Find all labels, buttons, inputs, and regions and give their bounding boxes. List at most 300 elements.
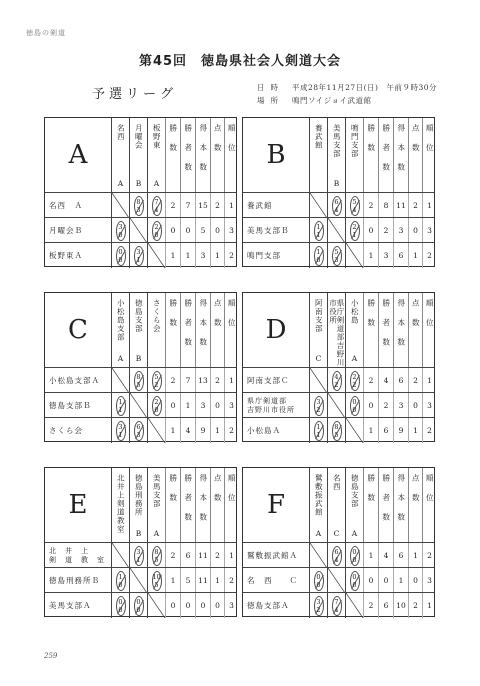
diagonal-line — [328, 218, 345, 243]
team-column-header — [129, 468, 147, 542]
score-top: 6 — [136, 422, 141, 431]
score-bottom: 1 — [136, 255, 141, 264]
stat-cell: 4 — [378, 543, 393, 568]
stat-cell: 4 — [378, 368, 393, 393]
score-bottom: 4 — [334, 605, 339, 614]
match-score-cell — [327, 418, 345, 443]
stat-column-header — [363, 118, 378, 192]
stat-cell: 2 — [408, 368, 422, 393]
diagonal-line — [310, 368, 327, 393]
team-header-code: B — [135, 179, 142, 188]
self-match-cell — [129, 218, 147, 243]
team-name — [243, 193, 309, 218]
stat-cell: 3 — [393, 393, 408, 418]
stat-column-header — [408, 118, 422, 192]
team-header-name: 阿南支部 — [314, 299, 324, 333]
score-top: 0 — [316, 572, 321, 581]
stat-cell: 1 — [408, 543, 422, 568]
score-top: 2 — [154, 397, 159, 406]
team-row — [243, 567, 434, 592]
score-top: 2 — [352, 372, 357, 381]
stat-column-header — [393, 293, 408, 367]
score-top: 8 — [154, 547, 159, 556]
team-name — [243, 368, 309, 393]
match-score-cell — [345, 193, 363, 218]
group-letter: A — [68, 140, 88, 170]
score-bottom: 3 — [136, 205, 141, 214]
stat-cell: 1 — [224, 543, 238, 568]
team-row — [243, 542, 434, 567]
stat-cell: 13 — [195, 368, 210, 393]
diagonal-line — [310, 543, 327, 568]
team-name-line: 県庁剣道部 — [247, 396, 287, 405]
stat-cell: 2 — [210, 193, 224, 218]
stat-cell: 8 — [378, 193, 393, 218]
score-top: 0 — [118, 247, 123, 256]
stat-cell: 2 — [363, 368, 378, 393]
stat-column-header — [408, 293, 422, 367]
match-score-cell — [309, 418, 327, 443]
match-score-cell — [147, 393, 165, 418]
panel-header — [45, 293, 236, 367]
score-bottom: 1 — [316, 230, 321, 239]
stat-cell: 2 — [378, 218, 393, 243]
stat-column-header — [422, 293, 436, 367]
diagonal-line — [130, 568, 147, 593]
team-header-name: 徳島刑務所 — [134, 474, 144, 517]
team-row — [45, 392, 236, 417]
team-name — [243, 568, 309, 593]
team-row — [243, 192, 434, 217]
stat-cell: 3 — [224, 218, 238, 243]
score-top: 2 — [154, 222, 159, 231]
team-name-line: さくら会 — [49, 426, 83, 435]
match-score — [134, 246, 144, 266]
stat-cell: 1 — [363, 418, 378, 443]
stat-cell: 1 — [180, 393, 195, 418]
team-name — [243, 243, 309, 268]
score-top: 0 — [136, 597, 141, 606]
match-score — [314, 421, 324, 441]
stat-cell: 2 — [210, 368, 224, 393]
score-top: 1 — [118, 397, 123, 406]
league-panel-e — [44, 467, 237, 617]
stat-header-label: 点数 — [213, 474, 223, 513]
stat-cell: 3 — [224, 393, 238, 418]
team-row — [45, 567, 236, 592]
match-score-cell — [345, 368, 363, 393]
team-row — [243, 217, 434, 242]
score-bottom: 0 — [352, 580, 357, 589]
stat-header-label: 順位 — [227, 474, 237, 513]
score-bottom: 0 — [118, 255, 123, 264]
stat-cell: 3 — [422, 568, 436, 593]
diagonal-line — [130, 218, 147, 243]
stat-cell: 0 — [210, 593, 224, 618]
stat-column-header — [378, 118, 393, 192]
stat-column-header — [180, 468, 195, 542]
match-score-cell — [327, 593, 345, 618]
league-panel-b — [242, 117, 435, 267]
panel-header — [45, 468, 236, 542]
stat-cell: 1 — [165, 243, 180, 268]
match-score-cell — [129, 243, 147, 268]
match-score-cell — [309, 593, 327, 618]
stat-cell: 0 — [363, 393, 378, 418]
score-top: 6 — [334, 547, 339, 556]
score-bottom: 2 — [316, 605, 321, 614]
score-bottom: 1 — [316, 430, 321, 439]
self-match-cell — [309, 193, 327, 218]
date-value: 平成28年11月27日(日) 午前９時30分 — [292, 83, 438, 92]
score-bottom: 2 — [316, 405, 321, 414]
stat-cell: 0 — [195, 593, 210, 618]
team-name-line: 北 井 上 — [49, 546, 89, 555]
stat-cell: 3 — [195, 243, 210, 268]
team-header-name: 月曜会 — [134, 124, 144, 150]
diagonal-line — [346, 418, 363, 443]
score-top: 0 — [118, 597, 123, 606]
page-number: 259 — [44, 652, 58, 660]
match-score — [350, 571, 360, 591]
score-top: 6 — [334, 197, 339, 206]
match-score — [314, 246, 324, 266]
team-header-code: A — [117, 179, 124, 188]
match-score-cell — [327, 193, 345, 218]
match-score — [134, 596, 144, 616]
team-header-name: 美馬支部 — [152, 474, 162, 508]
team-column-header — [345, 293, 363, 367]
self-match-cell — [327, 218, 345, 243]
score-top: 3 — [136, 547, 141, 556]
team-name — [45, 418, 111, 443]
team-name-line: 名西 Ａ — [49, 201, 83, 210]
stat-header-label: 点数 — [213, 124, 223, 163]
team-name-line: 鳴門支部 — [247, 251, 281, 260]
team-row — [45, 242, 236, 267]
team-name-line: 月曜会Ｂ — [49, 226, 83, 235]
team-name — [243, 218, 309, 243]
stat-header-label: 順位 — [425, 474, 435, 513]
stat-cell: 0 — [408, 393, 422, 418]
stat-header-label: 得本数 — [198, 474, 208, 533]
stat-cell: 0 — [408, 568, 422, 593]
team-row — [45, 367, 236, 392]
stat-cell: 2 — [378, 393, 393, 418]
team-column-header — [309, 118, 327, 192]
team-name-line: 美馬支部Ｂ — [247, 226, 290, 235]
team-column-header — [111, 468, 129, 542]
team-column-header — [111, 293, 129, 367]
match-score — [134, 371, 144, 391]
team-name-line: 阿南支部Ｃ — [247, 376, 290, 385]
score-top: 1 — [316, 222, 321, 231]
team-name-line: 徳島支部Ｂ — [49, 401, 92, 410]
stat-cell: 9 — [195, 418, 210, 443]
team-name-line: 小松島支部Ａ — [49, 376, 100, 385]
match-score — [134, 546, 144, 566]
match-score — [152, 371, 162, 391]
stat-column-header — [224, 468, 238, 542]
match-score — [152, 196, 162, 216]
team-header-code: A — [153, 529, 160, 538]
score-top: 7 — [154, 197, 159, 206]
match-score-cell — [309, 568, 327, 593]
team-name — [45, 568, 111, 593]
panel-header — [243, 118, 434, 192]
league-panel-a — [44, 117, 237, 267]
score-bottom: 1 — [118, 430, 123, 439]
score-bottom: 2 — [352, 380, 357, 389]
stat-cell: 1 — [180, 243, 195, 268]
stat-cell: 11 — [195, 543, 210, 568]
team-name-line: 養武館 — [247, 201, 273, 210]
stat-column-header — [422, 468, 436, 542]
score-bottom: 2 — [154, 380, 159, 389]
stat-column-header — [165, 293, 180, 367]
score-top: 5 — [154, 372, 159, 381]
team-header-code: C — [333, 529, 340, 538]
score-bottom: 3 — [136, 430, 141, 439]
diagonal-line — [130, 393, 147, 418]
team-column-header — [327, 468, 345, 542]
stat-cell: 2 — [363, 593, 378, 618]
score-top: 10 — [152, 572, 161, 581]
panel-header — [243, 468, 434, 542]
stat-column-header — [393, 468, 408, 542]
team-header-name: 名西 — [332, 474, 342, 491]
stat-cell: 2 — [165, 368, 180, 393]
team-header-code: A — [153, 179, 160, 188]
diagonal-line — [346, 243, 363, 268]
stat-cell: 0 — [378, 568, 393, 593]
stat-cell: 3 — [393, 218, 408, 243]
score-top: 8 — [136, 372, 141, 381]
score-top: 3 — [118, 422, 123, 431]
stat-header-label: 点数 — [411, 124, 421, 163]
team-row — [45, 217, 236, 242]
stat-header-label: 勝者数 — [183, 124, 193, 183]
stat-header-label: 勝数 — [366, 124, 376, 163]
score-bottom: 0 — [316, 255, 321, 264]
score-bottom: 0 — [136, 605, 141, 614]
team-header-name: 徳島支部 — [134, 299, 144, 333]
diagonal-line — [148, 243, 165, 268]
score-bottom: 5 — [136, 380, 141, 389]
stat-cell: 5 — [195, 218, 210, 243]
team-row — [45, 542, 236, 567]
score-top: 7 — [334, 597, 339, 606]
score-bottom: 4 — [334, 555, 339, 564]
stat-cell: 1 — [210, 568, 224, 593]
self-match-cell — [147, 418, 165, 443]
stat-cell: 15 — [195, 193, 210, 218]
team-header-code: B — [135, 529, 142, 538]
match-score — [116, 571, 126, 591]
team-name — [45, 393, 111, 418]
match-score — [314, 396, 324, 416]
team-name — [45, 193, 111, 218]
stat-cell: 6 — [378, 418, 393, 443]
stat-column-header — [180, 118, 195, 192]
stat-cell: 1 — [393, 568, 408, 593]
team-row — [243, 592, 434, 617]
team-name — [45, 218, 111, 243]
self-match-cell — [147, 243, 165, 268]
score-top: 3 — [316, 597, 321, 606]
stat-cell: 0 — [165, 218, 180, 243]
league-panel-d — [242, 292, 435, 442]
score-top: 8 — [334, 422, 339, 431]
score-bottom: 0 — [352, 405, 357, 414]
match-score — [116, 596, 126, 616]
stat-header-label: 点数 — [411, 299, 421, 338]
diagonal-line — [148, 593, 165, 618]
stat-cell: 1 — [422, 593, 436, 618]
stat-cell: 2 — [165, 543, 180, 568]
stat-header-label: 勝者数 — [183, 299, 193, 358]
score-bottom: 1 — [118, 405, 123, 414]
stat-cell: 0 — [408, 218, 422, 243]
score-bottom: 3 — [334, 255, 339, 264]
diagonal-line — [148, 418, 165, 443]
stat-column-header — [363, 293, 378, 367]
stat-cell: 9 — [393, 418, 408, 443]
self-match-cell — [111, 543, 129, 568]
venue-label: 場所 — [257, 96, 284, 105]
stat-header-label: 勝者数 — [183, 474, 193, 533]
match-score-cell — [345, 393, 363, 418]
team-header-name: さくら会 — [152, 299, 162, 333]
team-name — [45, 543, 111, 568]
score-bottom: 1 — [352, 230, 357, 239]
stat-header-label: 勝数 — [366, 474, 376, 513]
match-score — [350, 371, 360, 391]
stat-column-header — [378, 293, 393, 367]
stat-header-label: 順位 — [227, 124, 237, 163]
score-top: 5 — [352, 197, 357, 206]
panel-header — [45, 118, 236, 192]
score-bottom: 1 — [136, 555, 141, 564]
match-score-cell — [111, 393, 129, 418]
stat-cell: 2 — [224, 418, 238, 443]
stat-cell: 3 — [422, 393, 436, 418]
stat-cell: 2 — [363, 193, 378, 218]
stat-cell: 6 — [393, 243, 408, 268]
self-match-cell — [345, 418, 363, 443]
team-row — [45, 592, 236, 617]
match-score-cell — [327, 243, 345, 268]
match-score — [350, 221, 360, 241]
match-score-cell — [111, 218, 129, 243]
stat-cell: 2 — [422, 543, 436, 568]
self-match-cell — [111, 368, 129, 393]
diagonal-line — [112, 543, 129, 568]
team-row — [243, 392, 434, 417]
team-name-line: 美馬支部Ａ — [49, 601, 92, 610]
group-letter: E — [68, 490, 88, 520]
match-score-cell — [129, 368, 147, 393]
stat-cell: 5 — [180, 568, 195, 593]
self-match-cell — [345, 593, 363, 618]
stat-cell: 1 — [165, 418, 180, 443]
stat-cell: 2 — [422, 243, 436, 268]
team-header-code: A — [351, 354, 358, 363]
stat-cell: 2 — [408, 193, 422, 218]
score-bottom: 5 — [154, 580, 159, 589]
stat-cell: 7 — [180, 193, 195, 218]
stat-header-label: 点数 — [411, 474, 421, 513]
team-header-code: B — [135, 354, 142, 363]
stat-cell: 1 — [408, 418, 422, 443]
panel-header — [243, 293, 434, 367]
match-score — [152, 221, 162, 241]
match-score — [152, 546, 162, 566]
score-bottom: 0 — [118, 230, 123, 239]
score-top: 1 — [316, 422, 321, 431]
stat-cell: 1 — [408, 243, 422, 268]
score-top: 3 — [136, 247, 141, 256]
match-score — [134, 196, 144, 216]
team-column-header — [111, 118, 129, 192]
score-top: 4 — [334, 372, 339, 381]
match-score — [116, 246, 126, 266]
self-match-cell — [129, 393, 147, 418]
team-header-code: C — [315, 354, 322, 363]
stat-column-header — [363, 468, 378, 542]
stat-header-label: 勝数 — [168, 299, 178, 338]
stat-cell: 11 — [393, 193, 408, 218]
stat-header-label: 勝数 — [168, 474, 178, 513]
stat-cell: 0 — [210, 393, 224, 418]
score-top: 8 — [136, 197, 141, 206]
team-column-header — [147, 468, 165, 542]
stat-column-header — [393, 118, 408, 192]
stat-cell: 0 — [210, 218, 224, 243]
league-panel-c — [44, 292, 237, 442]
stat-column-header — [165, 118, 180, 192]
event-date — [257, 82, 437, 93]
diagonal-line — [310, 193, 327, 218]
team-header-name: 鳴門支部 — [350, 124, 360, 158]
match-score — [116, 221, 126, 241]
match-score — [332, 246, 342, 266]
team-row — [243, 417, 434, 442]
team-header-name: 板野東 — [152, 124, 162, 150]
stat-cell: 1 — [165, 568, 180, 593]
page-title: 第45回 徳島県社会人剣道大会 — [138, 54, 342, 69]
stat-cell: 0 — [180, 593, 195, 618]
stat-cell: 1 — [422, 368, 436, 393]
match-score-cell — [327, 368, 345, 393]
team-header-code: A — [351, 529, 358, 538]
self-match-cell — [327, 393, 345, 418]
team-name — [243, 393, 309, 418]
match-score — [332, 421, 342, 441]
venue-value: 鳴門ソイジョイ武道館 — [292, 96, 372, 105]
match-score — [314, 221, 324, 241]
stat-header-label: 得本数 — [396, 299, 406, 358]
stat-header-label: 勝者数 — [381, 299, 391, 358]
stat-column-header — [195, 118, 210, 192]
team-column-header — [327, 293, 345, 367]
stat-cell: 1 — [210, 418, 224, 443]
score-bottom: 0 — [154, 230, 159, 239]
team-name — [45, 368, 111, 393]
diagonal-line — [346, 593, 363, 618]
team-header-name: 小松島支部 — [116, 299, 126, 342]
team-column-header — [327, 118, 345, 192]
